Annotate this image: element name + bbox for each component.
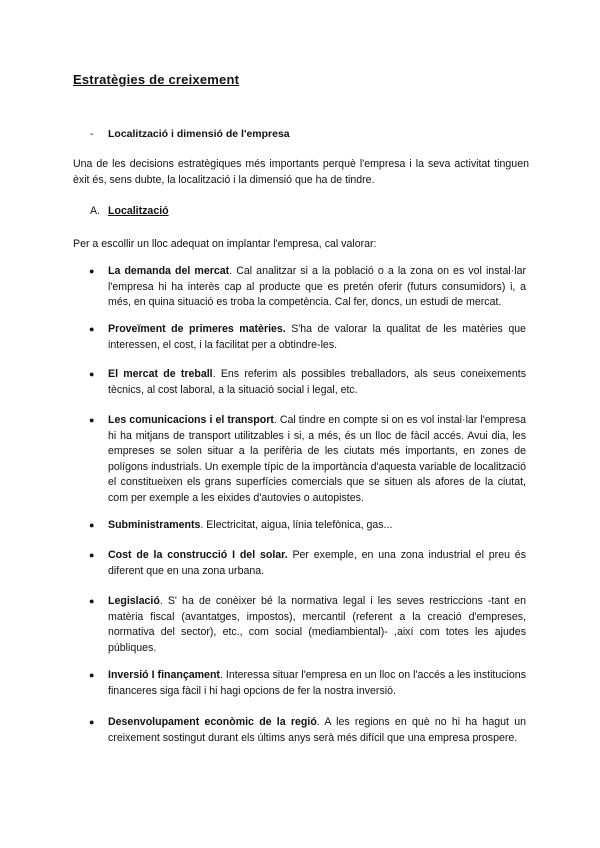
list-item [89, 264, 526, 311]
intro-paragraph: Una de les decisions estratègiques més importants perquè l'empresa i la seva activitat tinguen èxit és, sens dubte, la localització i la dimensió que ha de tindre. [73, 158, 529, 186]
item-term: Les comunicacions i el transport [108, 414, 274, 426]
item-term: Inversió I finançament [108, 669, 220, 681]
bullet-icon: ● [89, 415, 95, 425]
list-item [89, 322, 526, 353]
item-text: . Interessa situar l'empresa en un lloc on l'accés a les institucions financeres siga fàcil i hi hagi opcions de fer la nostra inversió. [108, 669, 526, 697]
list-item [89, 715, 526, 746]
item-term: Cost de la construcció I del solar. [108, 549, 288, 561]
item-text: . Cal tindre en compte si on es vol instal·lar l'empresa hi ha mitjans de transport utilitzables i si, a més, és un lloc de fàcil accés. Avui dia, les empreses se solen situar a la perifèria de les ciutats més importants, en zones de polígons industrials. Un exemple típic de la importància d'aquesta variable de localització el constitueixen els grans superfícies comercials que se situen als afores de la ciutat, com per exemple a les eixides d'autovies o autopistes. [108, 414, 526, 504]
lead-paragraph: Per a escollir un lloc adequat on implantar l'empresa, cal valorar: [73, 238, 377, 250]
list-item [89, 367, 526, 398]
item-text: . Cal analitzar si a la població o a la zona on es vol instal·lar l'empresa hi ha interès cap al producte que es pretén oferir (futurs consumidors) i, a més, en quina situació es troba la competència. Cal fer, doncs, un estudi de mercat. [108, 265, 526, 309]
item-term: El mercat de treball [108, 368, 213, 380]
subsection-letter: A. [90, 205, 101, 217]
item-term: La demanda del mercat [108, 265, 230, 277]
bullet-icon: ● [89, 520, 95, 530]
bullet-icon: ● [89, 596, 95, 606]
section-dash: - [90, 128, 94, 140]
bullet-icon: ● [89, 670, 95, 680]
section-heading [90, 128, 290, 140]
item-term: Proveïment de primeres matèries. [108, 323, 286, 335]
item-text: . S' ha de conèixer bé la normativa legal i les seves restriccions -tant en matèria fiscal (avantatges, impostos), mercantil (referent a la creació d'empreses, normativa del sector), etc., com social (mediambiental)- ,així com totes les ajudes públiques. [108, 595, 526, 654]
item-term: Legislació [108, 595, 160, 607]
item-text: . Electricitat, aigua, línia telefònica, gas... [200, 519, 393, 531]
subsection-heading [90, 205, 169, 217]
item-text: Per exemple, en una zona industrial el preu és diferent que en una zona urbana. [108, 549, 526, 577]
item-text: S'ha de valorar la qualitat de les matèries que interessen, el cost, i la facilitat per a obtindre-les. [108, 323, 526, 351]
list-item [89, 518, 526, 534]
item-term: Subministraments [108, 519, 201, 531]
bullet-icon: ● [89, 266, 95, 276]
list-item [89, 548, 526, 579]
item-text: . Ens referim als possibles treballadors, als seus coneixements tècnics, al cost laboral, a la situació social i legal, etc. [108, 368, 526, 396]
bullet-icon: ● [89, 550, 95, 560]
item-text: . A les regions en què no hi ha hagut un creixement sostingut durant els últims anys serà més difícil que una empresa prospere. [108, 716, 526, 744]
list-item [89, 594, 526, 656]
list-item [89, 413, 526, 507]
subsection-title: Localització [108, 205, 169, 217]
list-item [89, 668, 526, 699]
section-title: Localització i dimensió de l'empresa [108, 128, 290, 140]
bullet-icon: ● [89, 717, 95, 727]
item-term: Desenvolupament econòmic de la regió [108, 716, 317, 728]
bullet-icon: ● [89, 369, 95, 379]
bullet-icon: ● [89, 324, 95, 334]
document-title: Estratègies de creixement [73, 72, 240, 87]
